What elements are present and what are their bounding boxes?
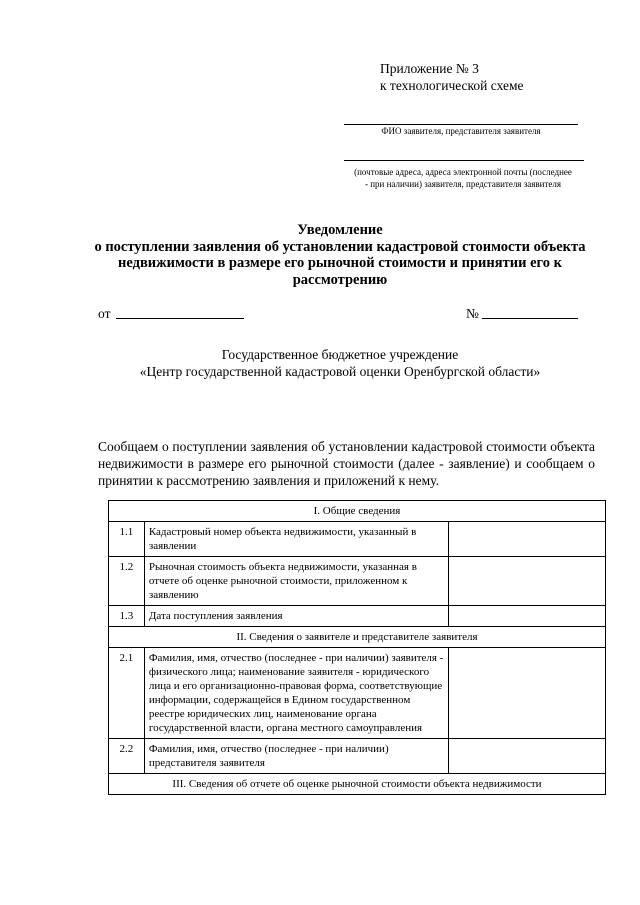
table-row [109, 648, 606, 739]
section-3-title: III. Сведения об отчете об оценке рыночной стоимости объекта недвижимости [109, 774, 606, 795]
title-line-2: о поступлении заявления об установлении кадастровой стоимости объекта [94, 238, 586, 255]
applicant-address-line [344, 160, 584, 161]
intro-paragraph: Сообщаем о поступлении заявления об установлении кадастровой стоимости объекта недвижимости в размере его рыночной стоимости (далее - заявление) и сообщаем о принятии к рассмотрению заявления и приложений к нему. [98, 439, 595, 488]
number-label: № [466, 306, 479, 321]
row-description: Фамилия, имя, отчество (последнее - при наличии) заявителя - физического лица; наименование заявителя - юридического лица и его организационно-правовая форма, соответствующие информации, содержащейся в Едином государственном реестре юридических лиц, наименование органа государственной власти, органа местного самоуправления [144, 648, 448, 739]
applicant-name-caption: ФИО заявителя, представителя заявителя [381, 126, 541, 136]
section-2-title: II. Сведения о заявителе и представителе заявителя [109, 627, 606, 648]
document-title [60, 222, 620, 288]
section-header-row [109, 627, 606, 648]
row-description: Фамилия, имя, отчество (последнее - при наличии) представителя заявителя [144, 739, 448, 774]
table-row [109, 606, 606, 627]
section-1-title: I. Общие сведения [109, 501, 606, 522]
table-row [109, 557, 606, 606]
section-header-row [109, 774, 606, 795]
from-label: от [98, 306, 111, 321]
number-blank [482, 318, 578, 319]
appendix-line-2: к технологической схеме [380, 78, 524, 93]
organization-name [60, 346, 620, 380]
row-value-cell [448, 739, 605, 774]
organization-line-1: Государственное бюджетное учреждение [221, 347, 459, 362]
row-value-cell [448, 557, 605, 606]
row-number: 1.2 [109, 557, 145, 606]
appendix-line-1: Приложение № 3 [380, 61, 479, 76]
date-blank [116, 318, 244, 319]
address-caption-line-2: - при наличии) заявителя, представителя заявителя [364, 179, 562, 189]
organization-line-2: «Центр государственной кадастровой оценки Оренбургской области» [139, 364, 541, 379]
row-value-cell [448, 648, 605, 739]
table-row [109, 522, 606, 557]
row-description: Дата поступления заявления [144, 606, 448, 627]
title-line-1: Уведомление [297, 222, 383, 238]
notification-table [108, 500, 606, 795]
applicant-address-caption [332, 166, 594, 190]
row-description: Кадастровый номер объекта недвижимости, указанный в заявлении [144, 522, 448, 557]
row-number: 2.1 [109, 648, 145, 739]
row-value-cell [448, 522, 605, 557]
row-number: 2.2 [109, 739, 145, 774]
title-line-3: недвижимости в размере его рыночной стоимости и принятии его к [118, 255, 562, 271]
section-header-row [109, 501, 606, 522]
appendix-header [380, 60, 524, 94]
row-value-cell [448, 606, 605, 627]
table-row [109, 739, 606, 774]
title-line-4: рассмотрению [292, 271, 388, 288]
address-caption-line-1: (почтовые адреса, адреса электронной почты (последнее [354, 167, 572, 177]
row-description: Рыночная стоимость объекта недвижимости, указанная в отчете об оценке рыночной стоимости, приложенном к заявлению [144, 557, 448, 606]
row-number: 1.1 [109, 522, 145, 557]
row-number: 1.3 [109, 606, 145, 627]
